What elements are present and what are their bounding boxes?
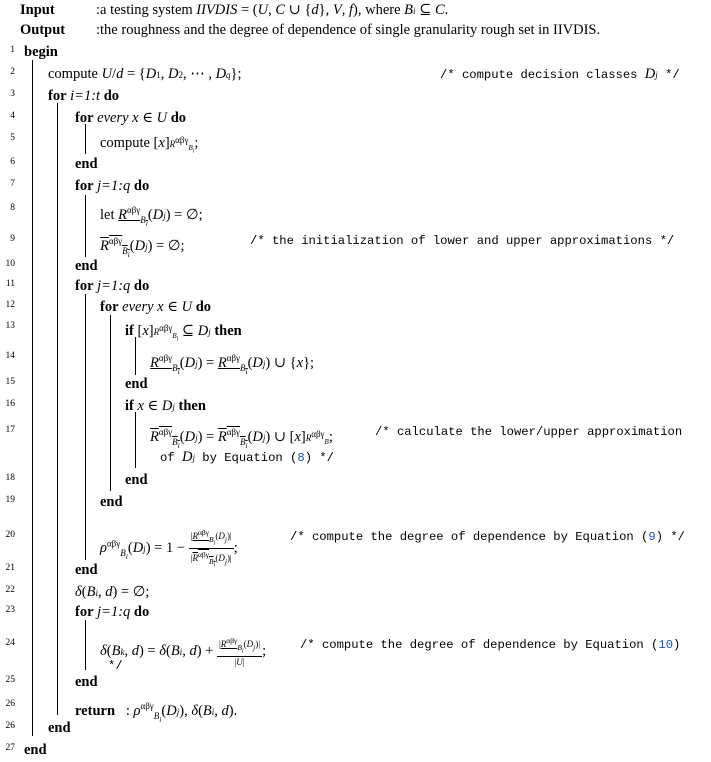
algo-line <box>0 154 711 176</box>
line-code: return : $\rho^{\alpha\beta\gamma}_{B_i}(Dj)$, δ(Bi, d). <box>75 701 238 724</box>
line-code: end <box>75 562 98 578</box>
algo-line <box>0 396 711 418</box>
line-number: 7 <box>10 179 15 189</box>
line-code: end <box>48 720 71 736</box>
line-code: for j=1:q do <box>75 178 150 194</box>
line-code: end <box>125 376 148 392</box>
line-code: for j=1:q do <box>75 278 150 294</box>
line-number: 26 <box>5 699 15 709</box>
line-code: begin <box>24 44 58 60</box>
line-number: 21 <box>5 563 15 573</box>
line-code: if x ∈ Dj then <box>125 398 206 414</box>
algo-line <box>0 422 711 450</box>
line-comment: /* calculate the lower/upper approximation <box>375 425 683 439</box>
line-number: 1 <box>10 45 15 55</box>
line-number: 17 <box>5 425 15 435</box>
algo-line <box>0 374 711 396</box>
line-code: end <box>75 156 98 172</box>
input-text: :a testing system IIVDIS = (U, C ∪ {d}, V, f), where Bi ⊆ C. <box>96 2 449 18</box>
line-code: end <box>125 472 148 488</box>
line-code: for every x ∈ U do <box>75 110 187 126</box>
line-number: 15 <box>5 377 15 387</box>
line-comment: /* compute decision classes Dj */ <box>440 66 680 82</box>
line-code: end <box>100 494 123 510</box>
line-comment: /* compute the degree of dependence by Equation (10) <box>300 638 681 652</box>
line-number: 14 <box>5 351 15 361</box>
algo-line <box>0 672 711 694</box>
line-code: δ(Bk, d) = δ(Bi, d) + $|R^{\alpha\beta\gamma}_{B_i}(D_j)|$ |U| ; <box>100 636 267 668</box>
line-code: if $[x]R^{\alpha\beta\gamma}_{B_i}$ ⊆ Dj then <box>125 323 242 343</box>
algo-line <box>0 200 711 228</box>
line-number: 26 <box>5 721 15 731</box>
line-comment: /* the initialization of lower and upper approximations */ <box>250 234 675 248</box>
line-code: compute $[x]R^{\alpha\beta\gamma}_{B_i}$; <box>100 135 199 155</box>
algo-line <box>0 64 711 86</box>
line-number: 8 <box>10 203 15 213</box>
output-label: Output <box>20 22 66 38</box>
algo-line-continuation <box>0 447 711 469</box>
algo-line <box>0 348 711 376</box>
algo-line <box>0 108 711 130</box>
line-code: end <box>24 742 47 758</box>
line-number: 23 <box>5 605 15 615</box>
algo-line <box>0 297 711 319</box>
line-code: for every x ∈ U do <box>100 299 212 315</box>
line-number: 27 <box>5 743 15 753</box>
algo-line <box>0 582 711 604</box>
line-number: 16 <box>5 399 15 409</box>
line-number: 2 <box>10 67 15 77</box>
algo-line <box>0 718 711 740</box>
algo-line <box>0 176 711 198</box>
line-number: 4 <box>10 111 15 121</box>
algo-line <box>0 256 711 278</box>
line-number: 25 <box>5 675 15 685</box>
line-code: for j=1:q do <box>75 604 150 620</box>
algo-line <box>0 276 711 298</box>
equation-ref-link[interactable]: 8 <box>297 451 305 465</box>
algo-line <box>0 231 711 259</box>
algo-line <box>0 318 711 343</box>
equation-ref-link[interactable]: 10 <box>658 638 674 652</box>
input-row <box>20 2 448 19</box>
line-number: 10 <box>5 259 15 269</box>
algo-line <box>0 42 711 64</box>
line-code: for i=1:t do <box>48 88 120 104</box>
line-number: 9 <box>10 234 15 244</box>
line-number: 19 <box>5 495 15 505</box>
line-comment: of Dj by Equation (8) */ <box>160 449 334 465</box>
algo-line <box>0 602 711 624</box>
line-code: $R^{\alpha\beta\gamma}_{B_i}(Dj) = R^{\alpha\beta\gamma}_{B_i}(Dj)$ ∪ $[x]R^{\alpha\beta\gamma}_B$; <box>150 427 333 450</box>
line-code: end <box>75 674 98 690</box>
line-code: let $R^{\alpha\beta\gamma}_{B_i}(Dj)$ = ∅; <box>100 205 203 228</box>
line-number: 18 <box>5 473 15 483</box>
algo-line <box>0 492 711 514</box>
line-comment: /* compute the degree of dependence by Equation (9) */ <box>290 530 685 544</box>
line-number: 20 <box>5 530 15 540</box>
equation-ref-link[interactable]: 9 <box>648 530 656 544</box>
line-code: compute U/d = {D1, D2, ⋯ , Dq}; <box>48 66 242 82</box>
output-row <box>20 22 600 39</box>
line-code: $\rho^{\alpha\beta\gamma}_{B_i}(Dj) = 1$ − $|R^{\alpha\beta\gamma}_{B_i}(D_j)|$ $|R^{\alpha\beta\gamma}_{B_i}(D_j)|$ ; <box>100 528 238 569</box>
line-number: 22 <box>5 585 15 595</box>
line-number: 11 <box>5 279 15 289</box>
algo-line <box>0 635 711 668</box>
algo-line <box>0 86 711 108</box>
line-code: end <box>75 258 98 274</box>
line-number: 6 <box>10 157 15 167</box>
line-number: 3 <box>10 89 15 99</box>
line-code: $R^{\alpha\beta\gamma}_{B_i}(Dj)$ = ∅; <box>100 236 185 259</box>
line-number: 24 <box>5 638 15 648</box>
line-number: 12 <box>5 300 15 310</box>
algo-line <box>0 130 711 155</box>
line-code: $R^{\alpha\beta\gamma}_{B_i}(Dj) = R^{\alpha\beta\gamma}_{B_i}(Dj)$ ∪ {x}; <box>150 353 315 376</box>
input-label: Input <box>20 2 55 18</box>
output-text: :the roughness and the degree of dependence of single granularity rough set in IIVDIS. <box>96 22 601 38</box>
algo-line <box>0 560 711 582</box>
algo-line <box>0 696 711 724</box>
line-number: 5 <box>10 133 15 143</box>
algo-line <box>0 470 711 492</box>
line-code: δ(Bi, d) = ∅; <box>75 584 150 600</box>
line-comment: */ <box>108 659 123 673</box>
line-number: 13 <box>5 321 15 331</box>
